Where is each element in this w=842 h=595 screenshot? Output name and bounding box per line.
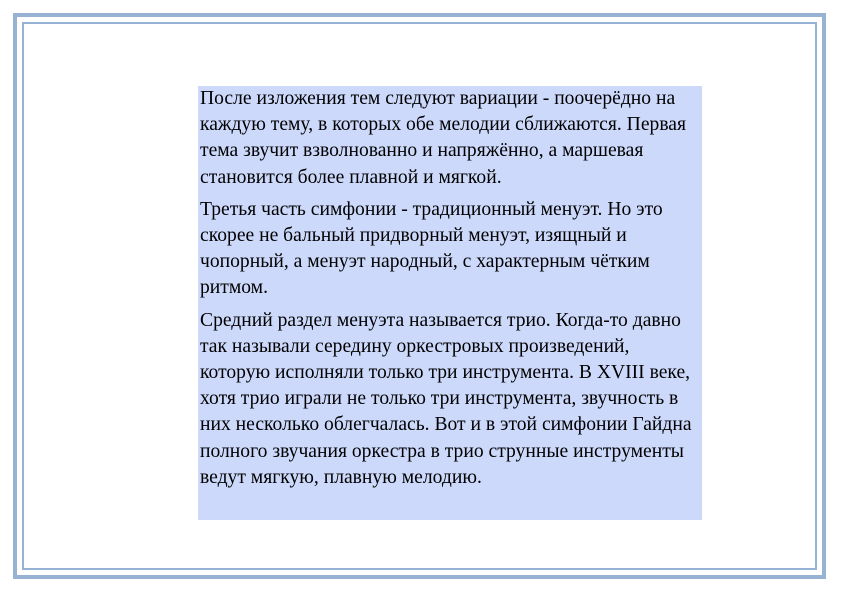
text-box	[198, 86, 702, 520]
paragraph-variations: После изложения тем следуют вариации - поочерёдно на каждую тему, в которых обе мелодии сближаются. Первая тема звучит взволнованно и напряжённо, а маршевая становится более плавной и мягкой.	[200, 88, 687, 188]
paragraph-minuet: Третья часть симфонии - традиционный менуэт. Но это скорее не бальный придворный менуэт, изящный и чопорный, а менуэт народный, с характерным чётким ритмом.	[200, 198, 663, 299]
paragraph-trio: Средний раздел менуэта называется трио. Когда-то давно так называли середину оркестровых произведений, которую исполняли только три инструмента. В XVIII веке, хотя трио играли не только три инструмента, звучность в них несколько облегчалась. Вот и в этой симфонии Гайдна полного звучания оркестра в трио струнные инструменты ведут мягкую, плавную мелодию.	[200, 309, 692, 488]
